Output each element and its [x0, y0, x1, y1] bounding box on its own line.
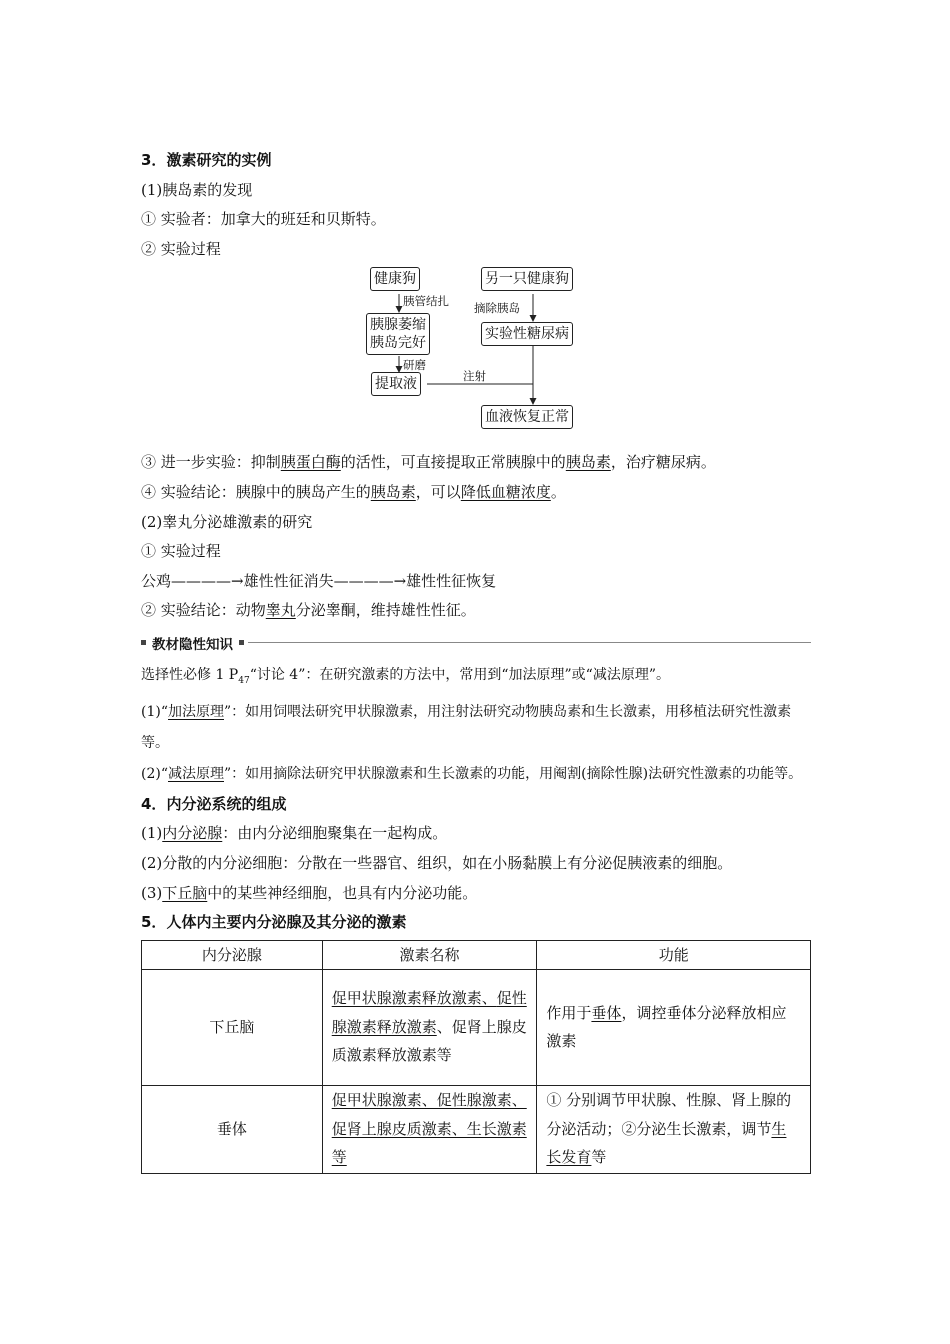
text: (2)“: [141, 765, 168, 782]
keyword-addition-principle: 加法原理: [168, 703, 224, 720]
box-pancreas-atrophy: [366, 313, 430, 355]
text: 、促肾上腺皮质激素释放激素等: [331, 1017, 527, 1065]
keyword-subtraction-principle: 减法原理: [168, 765, 224, 782]
section-title: 激素研究的实例: [166, 151, 272, 169]
page-subscript: 47: [238, 675, 250, 686]
hidden-knowledge-title: 教材隐性知识: [152, 636, 233, 653]
table-cell-gland: 垂体: [142, 1085, 323, 1173]
testis-flow: 公鸡————→雄性性征消失————→雄性性征恢复: [141, 571, 497, 590]
text: ”：如用饲喂法研究甲状腺激素，用注射法研究动物胰岛素和生长激素，用移植法研究性激素等。: [141, 703, 792, 751]
subtraction-principle-paragraph: [141, 759, 811, 790]
text: ”：如用摘除法研究甲状腺激素和生长激素的功能，用阉割(摘除性腺)法研究性激素的功能等。: [224, 765, 803, 782]
text: 选择性必修 1 P: [141, 666, 239, 683]
table-header-function: 功能: [537, 940, 811, 969]
text: 分泌睾酮，维持雄性性征。: [295, 601, 476, 620]
text: ④ 实验结论：胰腺中的胰岛产生的: [141, 482, 371, 501]
underlined-text: 促甲状腺激素、促性腺激素、促肾上腺皮质激素、生长激素等: [331, 1091, 527, 1167]
section-number: 3．: [141, 151, 167, 169]
keyword-hypothalamus: 下丘脑: [162, 883, 208, 902]
label-grind: 研磨: [403, 358, 426, 373]
keyword-endocrine-gland: 内分泌腺: [162, 824, 223, 843]
text: (1): [141, 824, 163, 843]
text: ，调控垂体分泌释放相应激素: [546, 1003, 787, 1051]
table-header-hormone: 激素名称: [322, 940, 537, 969]
divider-line: [248, 642, 811, 643]
endocrine-gland-item: [141, 819, 811, 849]
label-pancreatic-duct-ligation: 胰管结扎: [403, 294, 449, 309]
insulin-experiment-diagram: [141, 266, 811, 442]
text: 中的某些神经细胞，也具有内分泌功能。: [207, 883, 478, 902]
text: 的活性，可直接提取正常胰腺中的: [340, 453, 566, 472]
hidden-knowledge-bar: [141, 632, 811, 654]
document-page: [141, 146, 811, 1174]
table-header-gland: 内分泌腺: [142, 940, 323, 969]
text: ，可以: [415, 482, 461, 501]
table-header-row: [142, 940, 811, 969]
experimenter-item: ① 实验者：加拿大的班廷和贝斯特。: [141, 210, 386, 229]
table-cell-hormone: [322, 1085, 537, 1173]
table-cell-gland: 下丘脑: [142, 969, 323, 1085]
section-number: 4．: [141, 794, 167, 813]
diagram-arrows: [141, 266, 811, 442]
square-bullet-icon: [239, 640, 244, 645]
endocrine-table: [141, 940, 811, 1174]
dispersed-cells-item: (2)分散的内分泌细胞：分散在一些器官、组织，如在小肠黏膜上有分泌促胰液素的细胞。: [141, 853, 733, 872]
box-blood-normal: 血液恢复正常: [481, 405, 573, 429]
underlined-text: 促甲状腺激素释放激素、: [331, 989, 497, 1008]
text: “讨论 4”：在研究激素的方法中，常用到“加法原理”或“减法原理”。: [249, 666, 670, 683]
keyword-lower-blood-sugar: 降低血糖浓度: [460, 482, 551, 501]
square-bullet-icon: [141, 640, 146, 645]
addition-principle-paragraph: [141, 697, 811, 759]
section-number: 5．: [141, 913, 167, 932]
section-5-heading: [141, 908, 811, 938]
keyword-trypsin: 胰蛋白酶: [280, 453, 341, 472]
box-healthy-dog: 健康狗: [370, 267, 420, 291]
keyword-testis: 睾丸: [265, 601, 296, 620]
box-experimental-diabetes: 实验性糖尿病: [481, 322, 573, 346]
keyword-insulin: 胰岛素: [565, 453, 611, 472]
text: ③ 进一步实验：抑制: [141, 453, 281, 472]
further-experiment-item: [141, 448, 811, 478]
text: 等: [591, 1148, 607, 1167]
underlined-text: 垂体: [591, 1003, 622, 1022]
box-atrophy-line1: 胰腺萎缩: [370, 317, 426, 334]
keyword-insulin: 胰岛素: [370, 482, 416, 501]
text: ，治疗糖尿病。: [610, 453, 716, 472]
hidden-knowledge-block: [141, 660, 811, 790]
label-remove-islets: 摘除胰岛: [474, 301, 520, 316]
testis-research-title: (2)睾丸分泌雄激素的研究: [141, 512, 313, 531]
table-cell-function: [537, 1085, 811, 1173]
text: ① 分别调节甲状腺、性腺、肾上腺的分泌活动；②分泌生长激素，调节: [546, 1091, 792, 1138]
text: 。: [550, 482, 566, 501]
text: (3): [141, 883, 163, 902]
box-another-healthy-dog: 另一只健康狗: [481, 267, 573, 291]
underlined-text: 生长发育: [546, 1119, 787, 1167]
box-atrophy-line2: 胰岛完好: [370, 335, 426, 352]
table-cell-hormone: [322, 969, 537, 1085]
underlined-text: 促性腺激素释放激素: [331, 989, 527, 1036]
label-inject: 注射: [463, 369, 486, 384]
box-extract: 提取液: [371, 372, 421, 396]
text: (1)“: [141, 703, 168, 720]
table-cell-function: [537, 969, 811, 1085]
section-title: 内分泌系统的组成: [166, 794, 287, 813]
text: ：由内分泌细胞聚集在一起构成。: [222, 824, 448, 843]
section-4-heading: [141, 790, 811, 820]
table-row: [142, 1085, 811, 1173]
section-title: 人体内主要内分泌腺及其分泌的激素: [166, 913, 407, 932]
text: ② 实验结论：动物: [141, 601, 266, 620]
testis-process-item: ① 实验过程: [141, 542, 221, 561]
hidden-knowledge-intro: [141, 660, 811, 697]
insulin-discovery-title: (1)胰岛素的发现: [141, 180, 253, 199]
hypothalamus-item: [141, 879, 811, 909]
experiment-process-item: ② 实验过程: [141, 239, 221, 258]
table-row: [142, 969, 811, 1085]
text: 作用于: [546, 1003, 592, 1022]
testis-conclusion-item: [141, 596, 811, 626]
section-3-heading: [141, 146, 811, 176]
experiment-conclusion-item: [141, 478, 811, 508]
